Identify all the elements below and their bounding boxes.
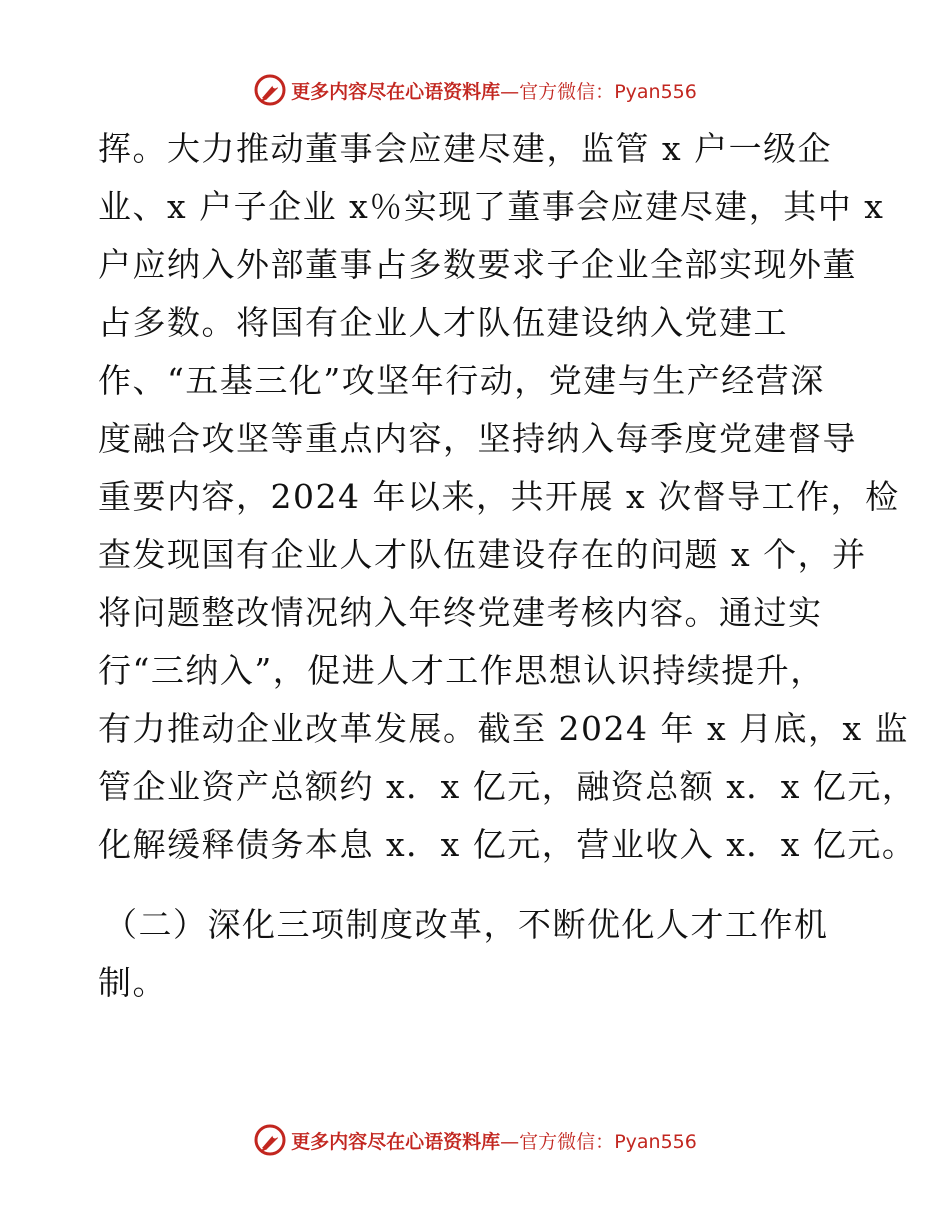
watermark-account: Pyan556 <box>614 80 697 103</box>
body-line: 管企业资产总额约 x．x 亿元，融资总额 x．x 亿元， <box>98 767 917 806</box>
watermark-dash: — <box>500 1130 520 1153</box>
watermark-account: Pyan556 <box>614 1130 697 1153</box>
body-line: 化解缓释债务本息 x．x 亿元，营业收入 x．x 亿元。 <box>98 825 917 864</box>
watermark-text: 更多内容尽在心语资料库 <box>291 80 501 103</box>
watermark-text: 更多内容尽在心语资料库 <box>291 1130 501 1153</box>
watermark-suffix: 官方微信： <box>519 80 615 103</box>
header-watermark <box>0 70 950 110</box>
body-line: 有力推动企业改革发展。截至 2024 年 x 月底，x 监 <box>98 709 910 748</box>
body-line: 度融合攻坚等重点内容，坚持纳入每季度党建督导 <box>98 419 857 458</box>
document-body <box>98 120 917 1012</box>
body-line: 占多数。将国有企业人才队伍建设纳入党建工 <box>98 303 788 342</box>
section-heading: （二）深化三项制度改革，不断优化人才工作机 <box>104 905 829 944</box>
body-line: 查发现国有企业人才队伍建设存在的问题 x 个，并 <box>98 535 867 574</box>
pen-nib-logo-icon <box>253 73 287 107</box>
body-line: 行“三纳入”，促进人才工作思想认识持续提升， <box>98 651 825 690</box>
body-line: 户应纳入外部董事占多数要求子企业全部实现外董 <box>98 245 857 284</box>
section-heading-continued: 制。 <box>98 963 167 1002</box>
pen-nib-logo-icon <box>253 1123 287 1157</box>
body-line: 重要内容，2024 年以来，共开展 x 次督导工作，检 <box>98 477 900 516</box>
body-line: 挥。大力推动董事会应建尽建，监管 x 户一级企 <box>98 129 833 168</box>
body-line: 作、“五基三化”攻坚年行动，党建与生产经营深 <box>98 361 825 400</box>
footer-watermark <box>0 1120 950 1160</box>
watermark-dash: — <box>500 80 520 103</box>
body-line: 业、x 户子企业 x％实现了董事会应建尽建，其中 x <box>98 187 885 226</box>
body-line: 将问题整改情况纳入年终党建考核内容。通过实 <box>98 593 823 632</box>
watermark-suffix: 官方微信： <box>519 1130 615 1153</box>
